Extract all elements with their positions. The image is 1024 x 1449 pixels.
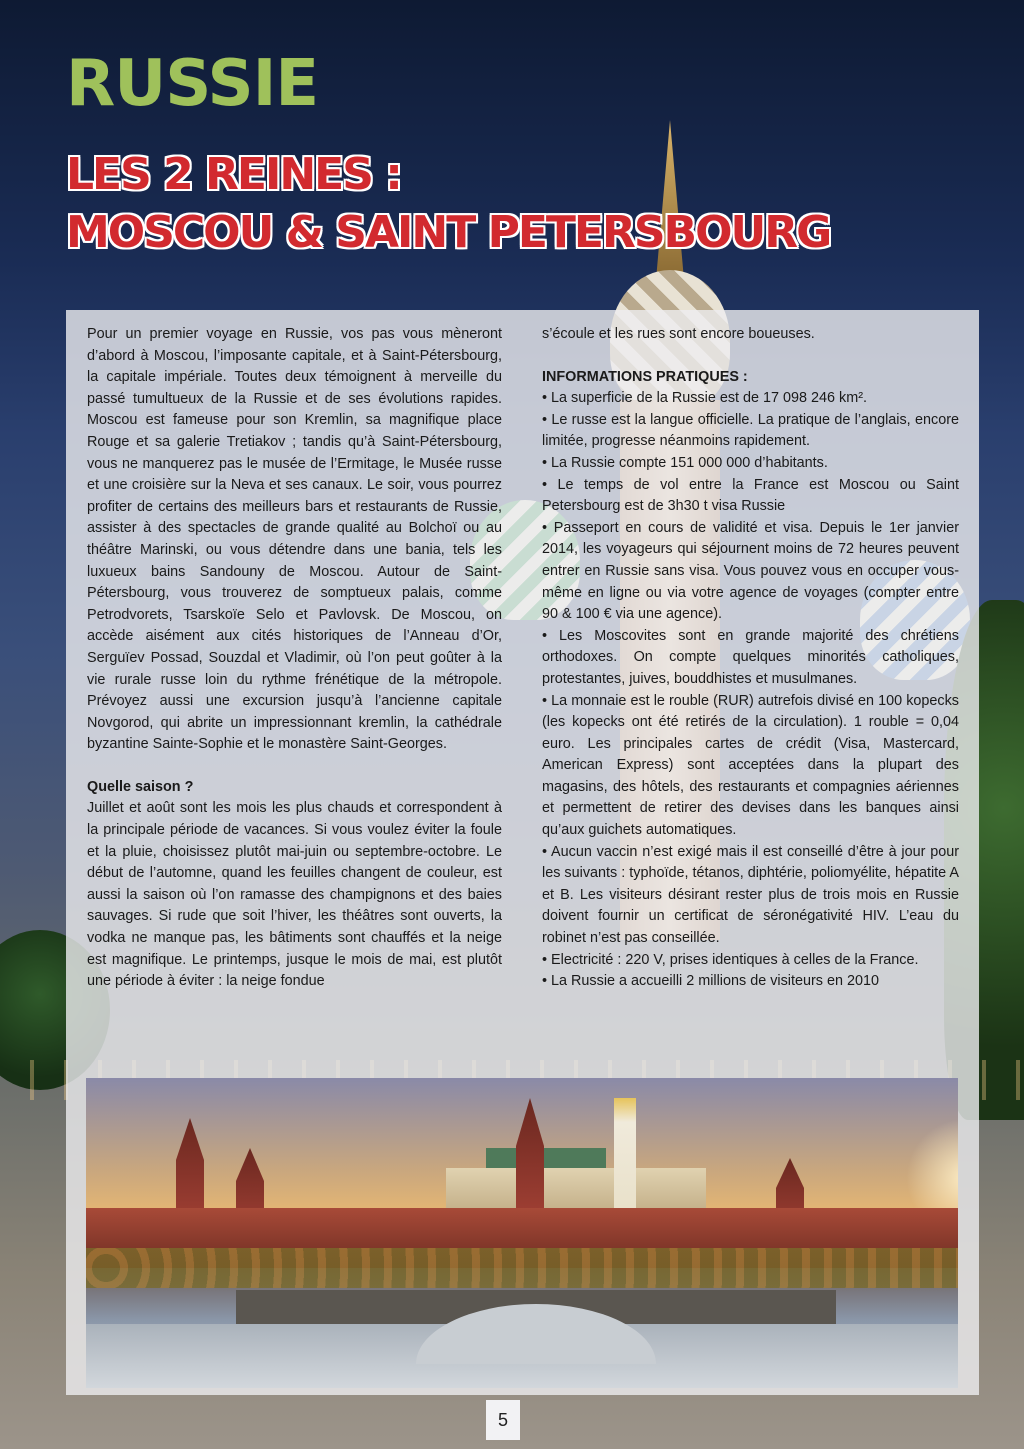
info-heading: INFORMATIONS PRATIQUES : (542, 368, 748, 385)
headline-line-1: LES 2 REINES : (66, 149, 401, 200)
info-list (542, 388, 959, 993)
info-item: • La Russie compte 151 000 000 d’habitants. (542, 454, 828, 471)
info-item: • La Russie a accueilli 2 millions de visiteurs en 2010 (542, 973, 879, 990)
info-item: • Les Moscovites sont en grande majorité des chrétiens orthodoxes. On compte quelques minorités catholiques, protestantes, juives, bouddhistes et musulmanes. (542, 627, 959, 687)
info-item: • Le russe est la langue officielle. La pratique de l’anglais, encore limitée, progresse néanmoins rapidement. (542, 411, 959, 450)
article-headline (66, 146, 830, 262)
info-item: • Passeport en cours de validité et visa. Depuis le 1er janvier 2014, les voyageurs qui séjournent moins de 72 heures peuvent entrer en Russie sans visa. Vous pouvez vous en occuper vous-même en ligne ou via votre agence de voyages (compter entre 90 & 100 € via une agence). (542, 519, 959, 623)
kremlin-photo (86, 1078, 958, 1388)
info-item: • Electricité : 220 V, prises identiques à celles de la France. (542, 951, 919, 968)
season-heading: Quelle saison ? (87, 778, 194, 795)
country-title: RUSSIE (66, 47, 319, 121)
page-number: 5 (486, 1400, 520, 1440)
headline-line-2: MOSCOU & SAINT PETERSBOURG (66, 207, 831, 258)
info-item: • La superficie de la Russie est de 17 098 246 km². (542, 390, 868, 407)
page-header (66, 47, 319, 121)
right-column (542, 324, 959, 993)
info-item: • La monnaie est le rouble (RUR) autrefois divisé en 100 kopecks (les kopecks ont été retirés de la circulation). 1 rouble = 0,04 euro. Les principales cartes de crédit (Visa, Mastercard, American Express) sont acceptées dans la plupart des magasins, des hôtels, des restaurants et compagnies aériennes et permettent de retirer des devises dans les banques ainsi qu’aux guichets automatiques. (542, 692, 959, 839)
info-item: • Aucun vaccin n’est exigé mais il est conseillé d’être à jour pour les suivants : typhoïde, tétanos, diphtérie, poliomyélite, hépatite A et B. Les visiteurs désirant rester plus de trois mois en Russie doivent fournir un certificat de séronégativité HIV. L’eau du robinet n’est pas conseillée. (542, 843, 959, 947)
season-paragraph: Juillet et août sont les mois les plus chauds et correspondent à la principale période de vacances. Si vous voulez éviter la foule et la pluie, choisissez plutôt mai-juin ou septembre-octobre. Le début de l’automne, quand les feuilles changent de couleur, est aussi la saison où l’on ramasse des champignons et des baies sauvages. Si rude que soit l’hiver, les théâtres sont ouverts, la vodka ne manque pas, les bâtiments sont chauffés et la neige est magnifique. Le printemps, jusque le mois de mai, est plutôt une période à éviter : la neige fondue (87, 800, 502, 990)
continuation-text: s’écoule et les rues sont encore boueuses. (542, 326, 815, 342)
left-column (87, 324, 502, 993)
info-item: • Le temps de vol entre la France est Moscou ou Saint Petersbourg est de 3h30 t visa Russie (542, 476, 959, 515)
article-panel (66, 310, 979, 1395)
intro-paragraph: Pour un premier voyage en Russie, vos pas vous mèneront d’abord à Moscou, l’imposante capitale, et à Saint-Pétersbourg, la capitale impériale. Toutes deux témoignent à merveille du passé tumultueux de la Russie et de ses évolutions rapides. Moscou est fameuse pour son Kremlin, sa magnifique place Rouge et sa galerie Tretiakov ; tandis qu’à Saint-Pétersbourg, vous ne manquerez pas le musée de l’Ermitage, le Musée russe et une croisière sur la Neva et ses canaux. Le soir, vous pourrez profiter de certains des meilleurs bars et restaurants de Russie, assister à des spectacles de grande qualité au Bolchoï ou au théâtre Marinski, ou vous détendre dans une bania, tels les luxueux bains Sandouny de Moscou. Autour de Saint- Pétersbourg, vous trouverez de somptueux palais, comme Petrodvorets, Tsarskoïe Selo et Pavlovsk. De Moscou, on accède aisément aux cités historiques de l’Anneau d’Or, Serguïev Possad, Souzdal et Vladimir, où l’on peut goûter à la vie rurale russe loin du rythme frénétique de la métropole. Prévoyez aussi une excursion jusqu’à l’ancienne capitale Novgorod, qui abrite un impressionnant kremlin, la cathédrale byzantine Sainte-Sophie et le monastère Saint-Georges. (87, 326, 502, 753)
